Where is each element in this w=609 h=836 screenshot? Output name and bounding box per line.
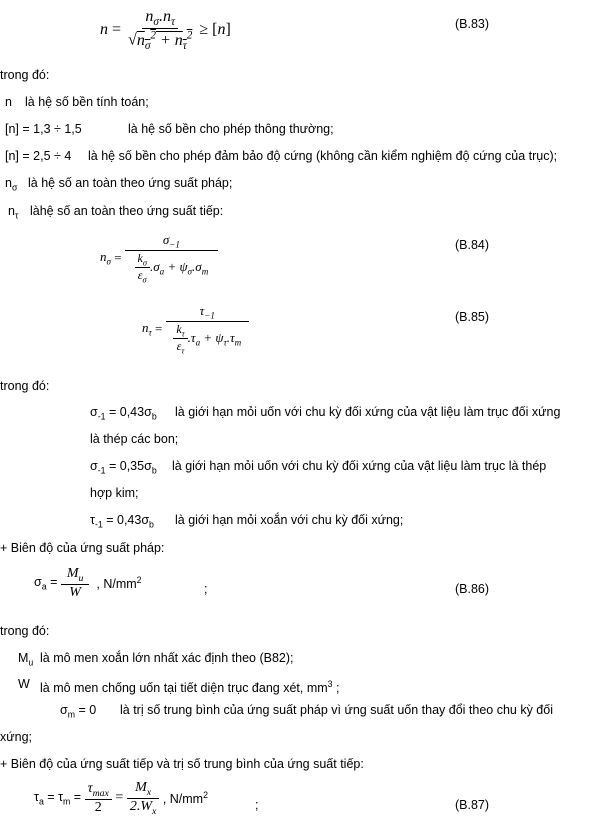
- n-range-2: [n] = 2,5 ÷ 4: [5, 149, 72, 163]
- equation-b87: $\tau_a = \tau_m$ = $\frac{\tau_{max}}{2}$ = $\frac{M_x}{2.W_x}$ , $N/mm^2$: [34, 780, 208, 817]
- bien-do-ung-suat-phap: + Biên độ của ứng suất pháp:: [0, 541, 165, 555]
- tau-minus1: $\tau_{-1} = 0,43\sigma_b$: [90, 513, 154, 530]
- sigma-minus1-alloy-value: = 0,35: [108, 459, 145, 473]
- eq-b87-separator: ;: [255, 798, 259, 812]
- tau-minus1-value: = 0,43: [106, 513, 142, 527]
- equation-b86: $\sigma_a$ = $\frac{M_u}{W}$ , $N/mm^2$: [34, 566, 142, 600]
- n-tau-description: làhệ số an toàn theo ứng suất tiếp:: [30, 204, 224, 218]
- trong-do-label-2: trong đó:: [0, 379, 50, 393]
- n-symbol: n: [5, 95, 12, 109]
- w-description-end: ;: [336, 681, 340, 696]
- sigma-m-description: là trị số trung bình của ứng suất pháp vì ứng suất uốn thay đổi theo chu kỳ đối: [120, 703, 553, 717]
- equation-number-b86: (B.86): [455, 582, 490, 596]
- equation-number-b83: (B.83): [455, 17, 490, 31]
- eq-b87-unit: , N/mm: [162, 792, 204, 807]
- tau-minus1-description: là giới hạn mỏi xoắn với chu kỳ đối xứng;: [175, 513, 404, 527]
- equation-b84: $n_\sigma$ = $\sigma_{-1}$ $\frac{k_\sigma}{\varepsilon_\sigma}$ $.\sigma_a + \psi_\sigma.\sigma_m$: [100, 232, 218, 284]
- sigma-minus1-alloy: $\sigma_{-1} = 0,35\sigma_b$: [90, 459, 157, 476]
- sigma-minus1-carbon-description: là giới hạn mỏi uốn với chu kỳ đối xứng của vật liệu làm trục đối xứng: [175, 405, 561, 419]
- n-description: là hệ số bền tính toán;: [25, 95, 149, 109]
- n-range-2-description: là hệ số bền cho phép đảm bảo độ cứng (không cần kiểm nghiệm độ cứng của trục);: [88, 149, 558, 163]
- equation-number-b84: (B.84): [455, 238, 490, 252]
- mu-description: là mô men xoắn lớn nhất xác định theo (B82);: [40, 651, 294, 665]
- w-symbol: W: [18, 677, 30, 691]
- sigma-minus1-alloy-continuation: hợp kim;: [90, 486, 139, 500]
- equation-number-b85: (B.85): [455, 310, 490, 324]
- trong-do-label: trong đó:: [0, 68, 50, 82]
- n-range-1: [n] = 1,3 ÷ 1,5: [5, 122, 82, 136]
- bien-do-ung-suat-tiep: + Biên độ của ứng suất tiếp và trị số trung bình của ứng suất tiếp:: [0, 757, 364, 771]
- sigma-m: $\sigma_m = 0$: [60, 703, 97, 720]
- n-sigma-symbol: $n_\sigma$: [5, 176, 18, 193]
- sigma-m-continuation: xứng;: [0, 730, 32, 744]
- equation-number-b87: (B.87): [455, 798, 490, 812]
- sigma-minus1-carbon-value: = 0,43: [108, 405, 145, 419]
- trong-do-label-3: trong đó:: [0, 624, 50, 638]
- n-sigma-description: là hệ số an toàn theo ứng suất pháp;: [28, 176, 233, 190]
- n-range-1-description: là hệ số bền cho phép thông thường;: [128, 122, 334, 136]
- eq-b86-separator: ;: [204, 582, 208, 596]
- n-tau-symbol: $n_\tau$: [8, 204, 19, 221]
- equation-b83: n = $\frac{n_\sigma.n_\tau}{√n_\sigma^2 + n_\tau^2}$ ≥ [ n ]: [100, 8, 231, 52]
- sigma-minus1-carbon-continuation: là thép các bon;: [90, 432, 179, 446]
- sigma-minus1-alloy-description: là giới hạn mỏi uốn với chu kỳ đối xứng của vật liệu làm trục là thép: [172, 459, 547, 473]
- mu-symbol: $M_u$: [18, 651, 34, 668]
- sigma-m-value: = 0: [78, 703, 97, 717]
- w-description-text: là mô men chống uốn tại tiết diện trục đang xét, mm: [40, 681, 328, 696]
- equation-b85: $n_\tau$ = $\tau_{-1}$ $\frac{k_\tau}{\varepsilon_\tau}$ $.\tau_a + \psi_\tau.\tau_m$: [142, 303, 249, 355]
- w-description: là mô men chống uốn tại tiết diện trục đang xét, $mm^3$ ;: [40, 679, 340, 696]
- eq-b86-unit: , N/mm: [96, 577, 137, 592]
- sigma-minus1-carbon: $\sigma_{-1} = 0,43\sigma_b$: [90, 405, 157, 422]
